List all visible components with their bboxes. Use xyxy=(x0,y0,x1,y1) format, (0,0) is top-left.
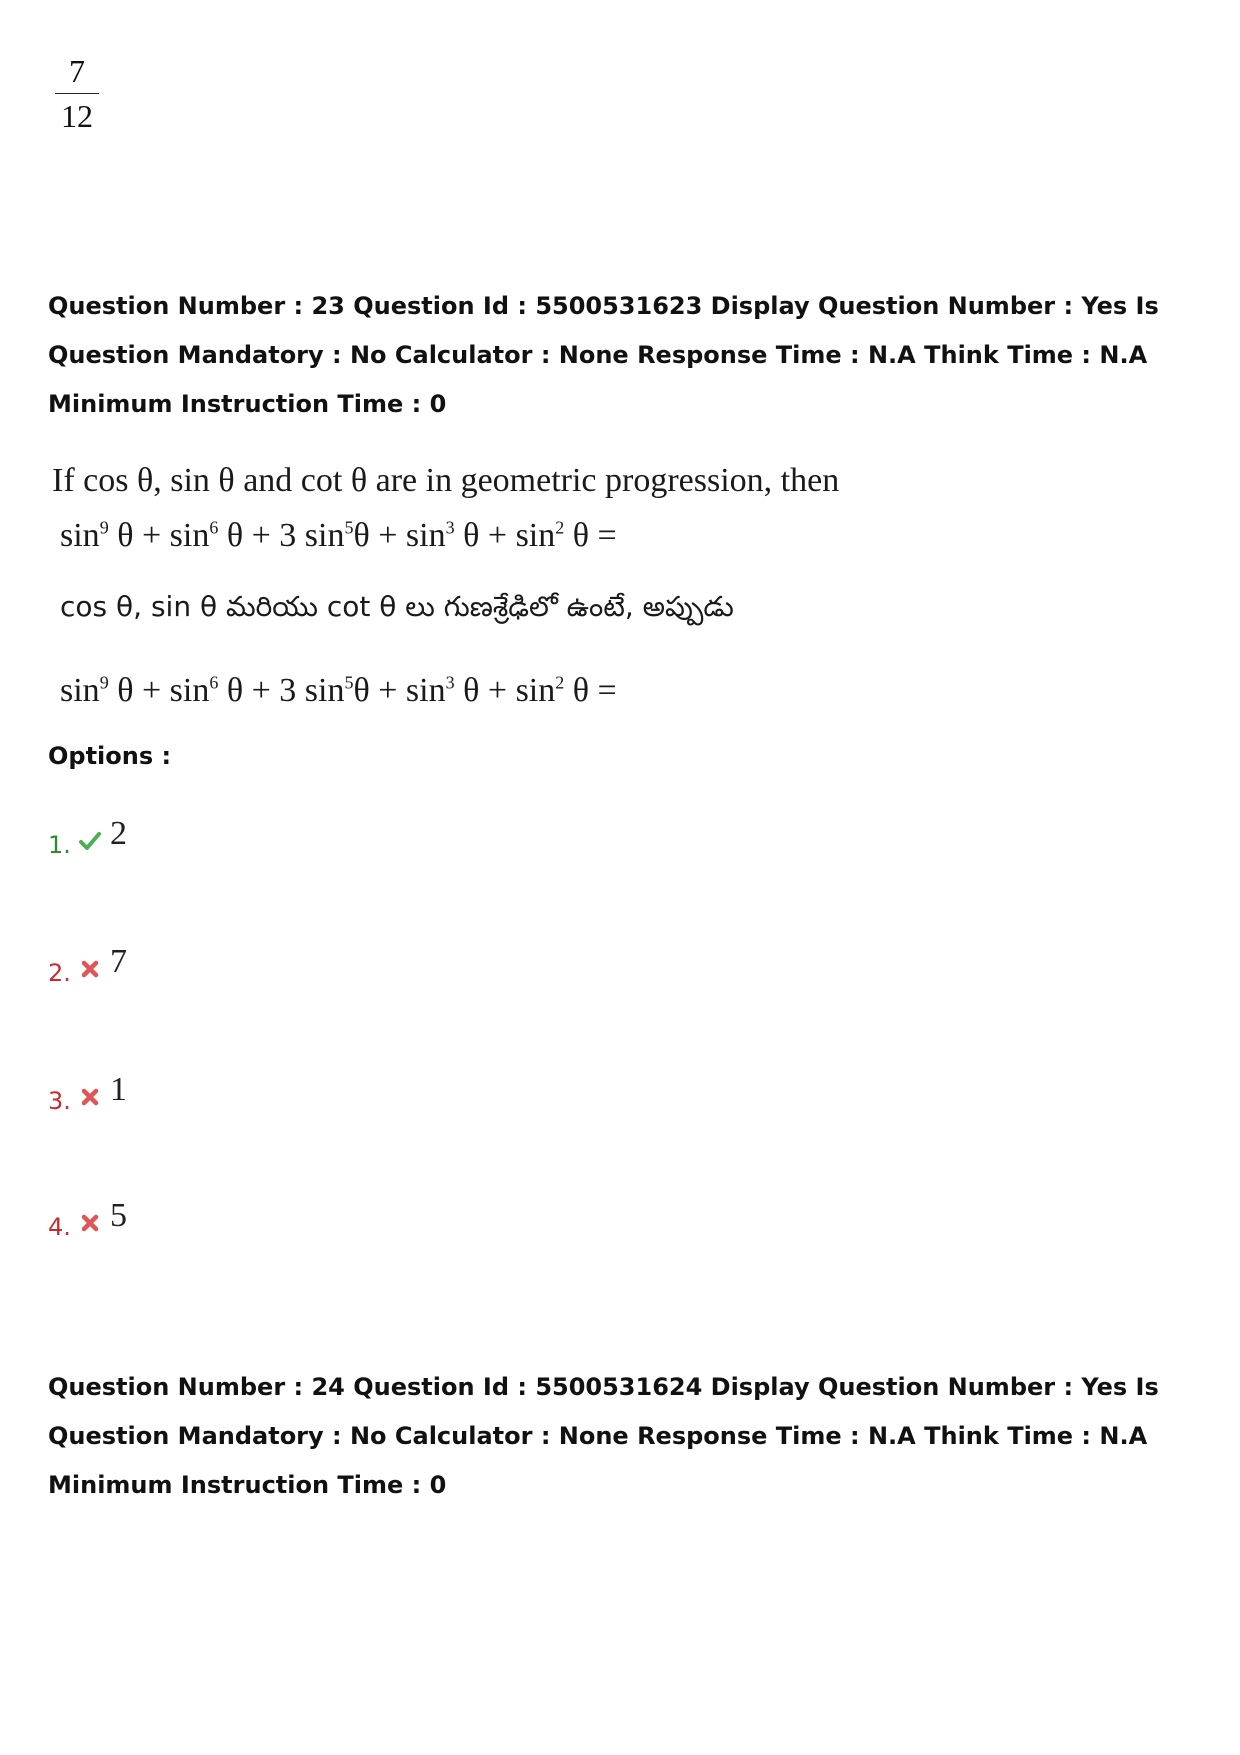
question-text-english: If cos θ, sin θ and cot θ are in geometric progression, then xyxy=(52,462,840,499)
option-number: 1. xyxy=(48,831,71,859)
question-expression-telugu: $\sin^9 \theta + \sin^6 \theta + 3$ $\sin^5\theta + \sin^3 \theta + \sin^2 \theta$ = xyxy=(60,672,617,709)
check-icon xyxy=(78,829,102,853)
question-expression: $\sin^9 \theta + \sin^6 \theta + 3$ $\sin^5\theta + \sin^3 \theta + \sin^2 \theta$ = xyxy=(60,517,617,554)
question-24-meta: Question Number : 24 Question Id : 5500531624 Display Question Number : Yes Is Question Mandatory : No Calculator : None Response Time : N.A Think Time : N.A Minimum Instruction Time : 0 xyxy=(48,1373,1159,1499)
option-value: 5 xyxy=(110,1197,127,1234)
cross-icon xyxy=(78,1211,102,1235)
option-value: 2 xyxy=(110,815,127,852)
option-number: 3. xyxy=(48,1087,71,1115)
cross-icon xyxy=(78,957,102,981)
option-number: 4. xyxy=(48,1213,71,1241)
option-number: 2. xyxy=(48,959,71,987)
previous-option-fraction xyxy=(55,55,99,132)
options-heading: Options : xyxy=(48,742,172,770)
fraction-numerator: 7 xyxy=(69,53,85,89)
question-23-meta: Question Number : 23 Question Id : 5500531623 Display Question Number : Yes Is Question Mandatory : No Calculator : None Response Time : N.A Think Time : N.A Minimum Instruction Time : 0 xyxy=(48,292,1159,418)
option-value: 7 xyxy=(110,943,127,980)
cross-icon xyxy=(78,1085,102,1109)
option-value: 1 xyxy=(110,1071,127,1108)
question-text-telugu: cos θ, sin θ మరియు cot θ లు గుణశ్రేఢిలో ఉంటే, అప్పుడు xyxy=(60,590,734,623)
fraction-denominator: 12 xyxy=(61,98,93,134)
